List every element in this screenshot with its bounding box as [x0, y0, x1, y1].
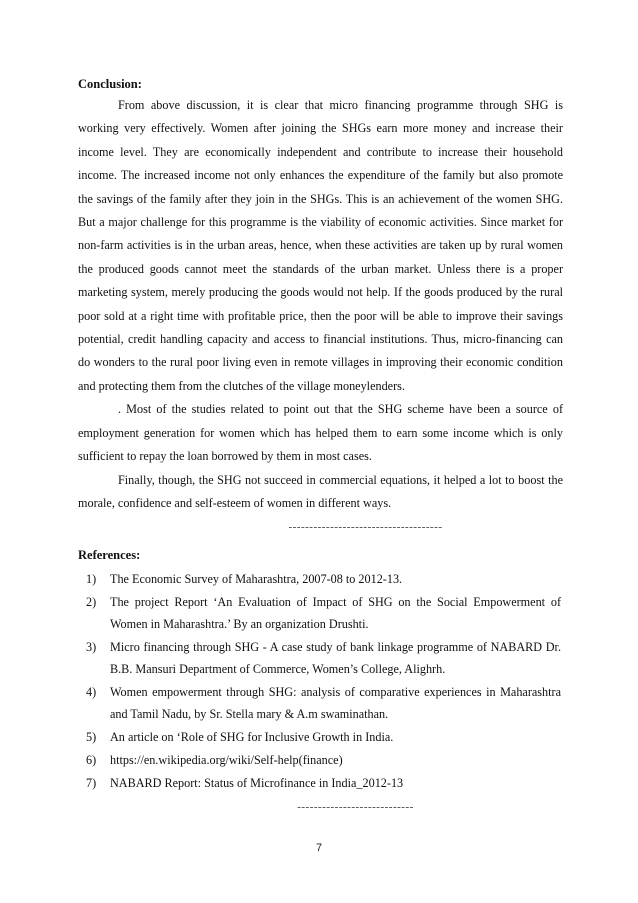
reference-number: 3): [86, 640, 97, 655]
section-divider: -------------------------------------: [288, 521, 443, 534]
reference-number: 4): [86, 685, 97, 700]
conclusion-paragraph-1: From above discussion, it is clear that micro financing programme through SHG is working very effectively. Women after joining the SHGs earn more money and increase their income level. They are economically independent and contribute to increase their household income. The increased income not only enhances the expenditure of the family but also promote the savings of the family after they join in the SHGs. This is an achievement of the women SHG. But a major challenge for this programme is the viability of economic activities. Since market for non-farm activities is in the urban areas, hence, when these activities are taken up by rural women the produced goods cannot meet the standards of the urban market. Unless there is a proper marketing system, merely producing the goods would not help. If the goods produced by the rural poor sold at a right time with profitable price, then the poor will be able to improve their savings potential, credit handling capacity and access to financial institutions. Thus, micro-financing can do wonders to the rural poor living even in remote villages in improving their economic condition and protecting them from the clutches of the village moneylenders.: [78, 98, 563, 393]
reference-text: Women empowerment through SHG: analysis of comparative experiences in Maharashtra and Tamil Nadu, by Sr. Stella mary & A.m swaminathan.: [110, 685, 561, 722]
reference-link[interactable]: https://en.wikipedia.org/wiki/Self-help(finance): [110, 753, 343, 768]
reference-item-2: [78, 591, 563, 635]
reference-number: 2): [86, 595, 97, 610]
conclusion-heading: Conclusion:: [78, 77, 142, 91]
end-divider: ----------------------------: [297, 801, 414, 814]
conclusion-paragraph-2: . Most of the studies related to point out that the SHG scheme have been a source of employment generation for women which has helped them to earn some income which is only sufficient to repay the loan borrowed by them in most cases.: [78, 402, 563, 464]
references-heading: References:: [78, 548, 141, 563]
reference-number: 5): [86, 730, 97, 745]
reference-text: Micro financing through SHG - A case study of bank linkage programme of NABARD Dr. B.B. Mansuri Department of Commerce, Women’s College, Alighrh.: [110, 640, 561, 677]
reference-item-6: [78, 749, 563, 771]
conclusion-paragraph-3: Finally, though, the SHG not succeed in commercial equations, it helped a lot to boost the morale, confidence and self-esteem of women in different ways.: [78, 472, 563, 510]
reference-number: 6): [86, 753, 97, 768]
reference-item-7: [78, 772, 563, 794]
reference-number: 1): [86, 572, 97, 587]
reference-text: The project Report ‘An Evaluation of Impact of SHG on the Social Empowerment of Women in Maharashtra.’ By an organization Drushti.: [110, 595, 561, 632]
reference-item-3: [78, 636, 563, 680]
page-number: 7: [315, 842, 323, 854]
document-page: [78, 68, 563, 817]
reference-item-4: [78, 681, 563, 725]
reference-text: An article on ‘Role of SHG for Inclusive Growth in India.: [110, 730, 394, 745]
reference-item-1: [78, 568, 563, 590]
reference-text: The Economic Survey of Maharashtra, 2007-08 to 2012-13.: [110, 572, 403, 587]
references-list: [78, 568, 563, 794]
reference-number: 7): [86, 776, 97, 791]
reference-item-5: [78, 726, 563, 748]
reference-text: NABARD Report: Status of Microfinance in India_2012-13: [110, 776, 404, 791]
